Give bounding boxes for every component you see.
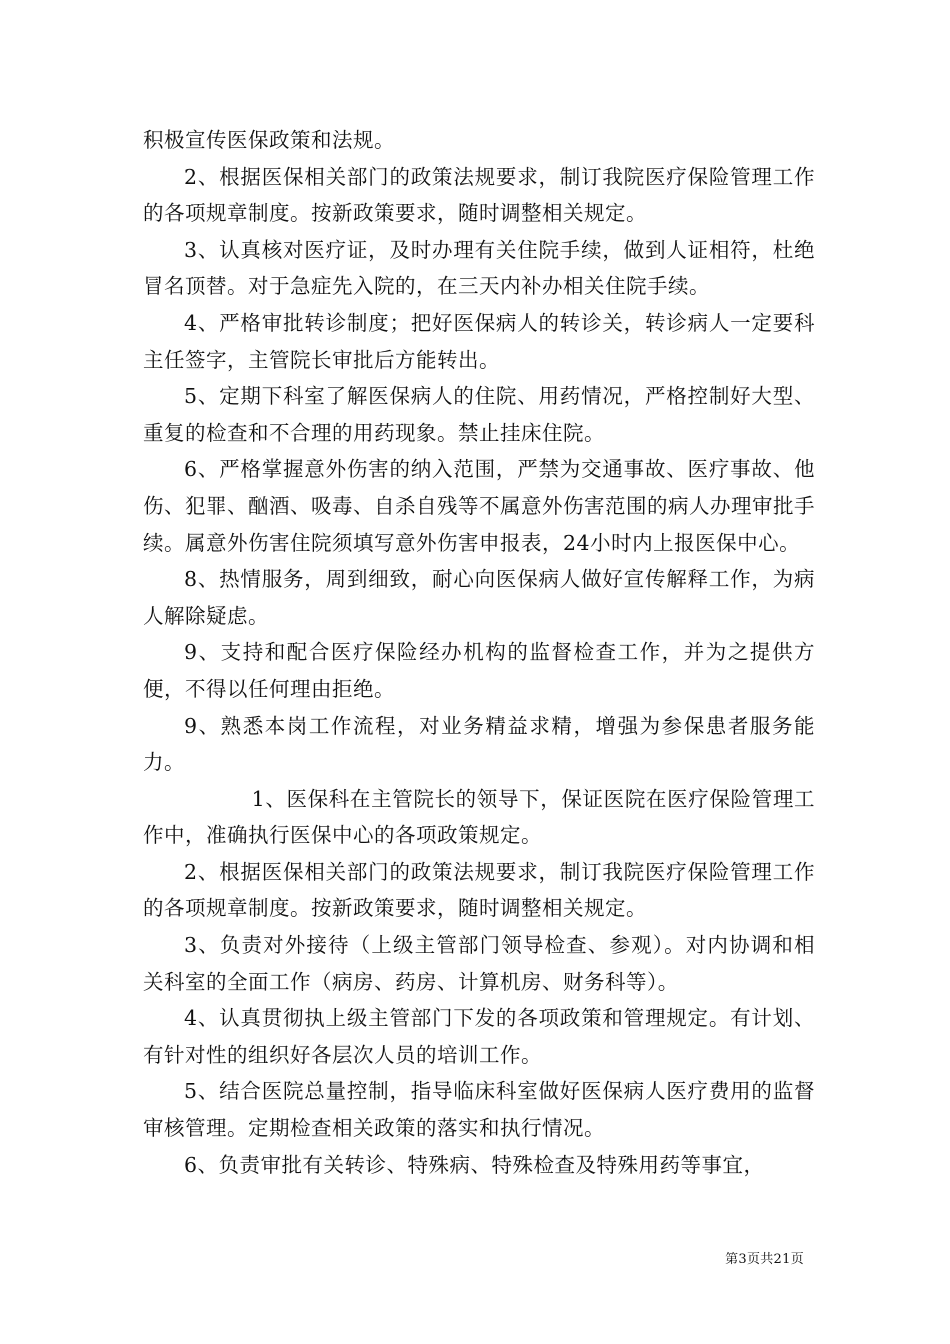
paragraph-1: 积极宣传医保政策和法规。 xyxy=(143,128,395,152)
paragraph-4: 4、严格审批转诊制度；把好医保病人的转诊关，转诊病人一定要科主任签字，主管院长审批后方能转出。 xyxy=(143,310,815,372)
paragraph-2: 2、根据医保相关部门的政策法规要求，制订我院医疗保险管理工作的各项规章制度。按新政策要求，随时调整相关规定。 xyxy=(143,164,815,226)
paragraph-11: 2、根据医保相关部门的政策法规要求，制订我院医疗保险管理工作的各项规章制度。按新政策要求，随时调整相关规定。 xyxy=(143,859,815,921)
paragraph-14: 5、结合医院总量控制，指导临床科室做好医保病人医疗费用的监督审核管理。定期检查相关政策的落实和执行情况。 xyxy=(143,1079,815,1141)
paragraph-3: 3、认真核对医疗证，及时办理有关住院手续，做到人证相符，杜绝冒名顶替。对于急症先入院的，在三天内补办相关住院手续。 xyxy=(143,237,815,299)
paragraph-6: 6、严格掌握意外伤害的纳入范围，严禁为交通事故、医疗事故、他伤、犯罪、酗酒、吸毒、自杀自残等不属意外伤害范围的病人办理审批手续。属意外伤害住院须填写意外伤害申报表，24小时内上报医保中心。 xyxy=(143,457,815,555)
paragraph-5: 5、定期下科室了解医保病人的住院、用药情况，严格控制好大型、重复的检查和不合理的用药现象。禁止挂床住院。 xyxy=(143,384,815,445)
page-number: 第3页共21页 xyxy=(725,1252,804,1267)
paragraph-10: 1、医保科在主管院长的领导下，保证医院在医疗保险管理工作中，准确执行医保中心的各项政策规定。 xyxy=(143,786,815,848)
paragraph-7: 8、热情服务，周到细致，耐心向医保病人做好宣传解释工作，为病人解除疑虑。 xyxy=(143,567,815,628)
paragraph-8: 9、支持和配合医疗保险经办机构的监督检查工作，并为之提供方便，不得以任何理由拒绝。 xyxy=(143,640,815,701)
page-footer xyxy=(0,1248,950,1267)
paragraph-15: 6、负责审批有关转诊、特殊病、特殊检查及特殊用药等事宜， xyxy=(184,1152,765,1177)
paragraph-13: 4、认真贯彻执上级主管部门下发的各项政策和管理规定。有计划、有针对性的组织好各层次人员的培训工作。 xyxy=(143,1006,815,1067)
paragraph-9: 9、熟悉本岗工作流程，对业务精益求精，增强为参保患者服务能力。 xyxy=(143,713,815,775)
paragraph-12: 3、负责对外接待（上级主管部门领导检查、参观）。对内协调和相关科室的全面工作（病房、药房、计算机房、财务科等）。 xyxy=(143,933,815,994)
document-body xyxy=(143,122,815,1183)
